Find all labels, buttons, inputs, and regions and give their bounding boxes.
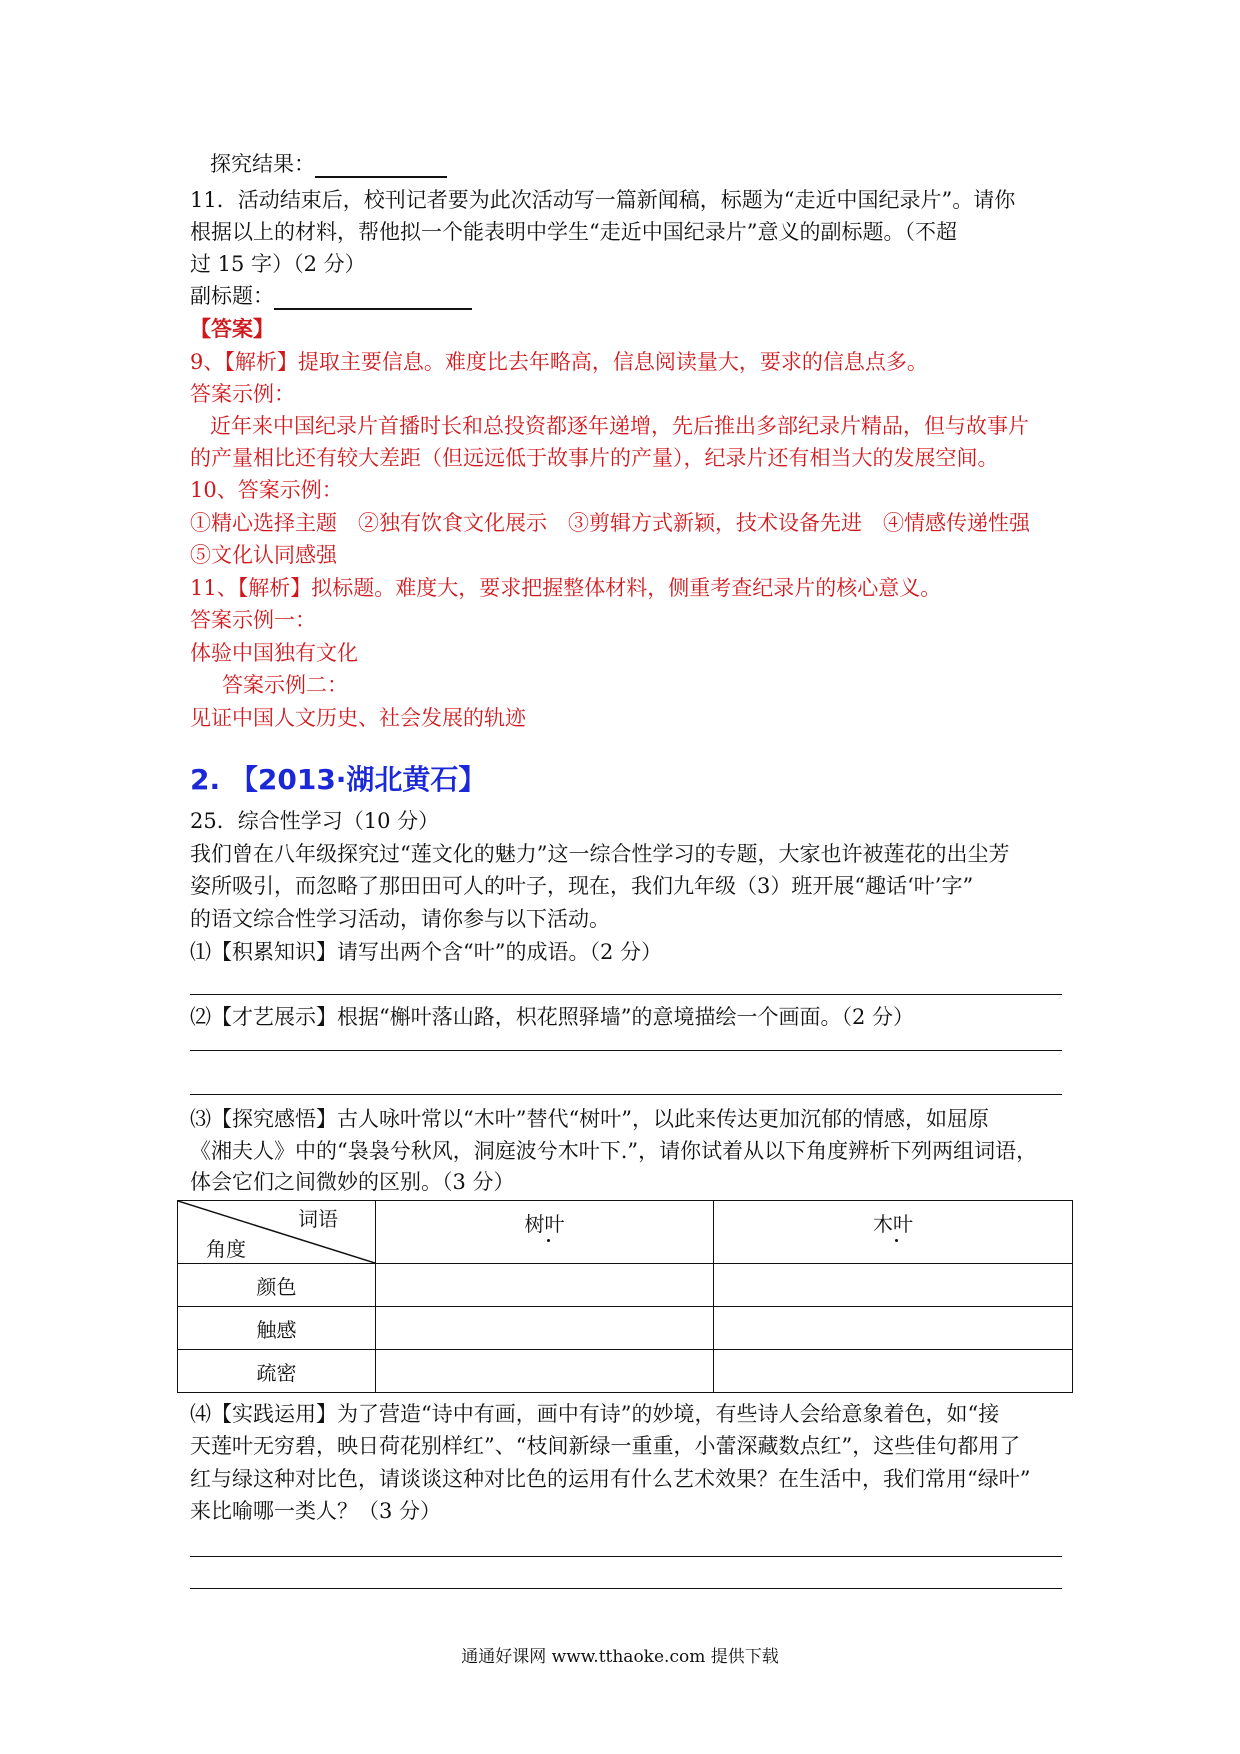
answer-line-3[interactable] [190,1094,1062,1095]
answer-9: 9、【解析】提取主要信息。难度比去年略高，信息阅读量大，要求的信息点多。 [190,350,928,374]
q25-part3-line1: ⑶【探究感悟】古人咏叶常以“木叶”替代“树叶”，以此来传达更加沉郁的情感，如屈原 [190,1107,989,1131]
q11-line1: 11．活动结束后，校刊记者要为此次活动写一篇新闻稿，标题为“走近中国纪录片”。请你 [190,188,1016,212]
column-header-shuye [376,1201,714,1264]
answer-11: 11、【解析】拟标题。难度大，要求把握整体材料，侧重考查纪录片的核心意义。 [190,576,942,600]
answer-11-ex2: 见证中国人文历史、社会发展的轨迹 [190,706,526,730]
answer-header: 【答案】 [190,316,274,341]
table-corner-cell [178,1201,376,1264]
q25-part4-line1: ⑷【实践运用】为了营造“诗中有画，画中有诗”的妙境，有些诗人会给意象着色，如“接 [190,1402,1000,1426]
answer-10-label: 10、答案示例： [190,478,343,502]
answer-line-5[interactable] [190,1588,1062,1589]
table-row [178,1264,1073,1307]
answer-10-line1: ①精心选择主题 ②独有饮食文化展示 ③剪辑方式新颖，技术设备先进 ④情感传递性强 [190,511,1030,535]
result-label: 探究结果： [210,152,315,176]
row-label-touch: 触感 [178,1307,376,1350]
q25-intro2: 姿所吸引，而忽略了那田田可人的叶子，现在，我们九年级（3）班开展“趣话‘叶’字” [190,874,974,898]
column-header-muye-label: 木叶 [873,1211,913,1236]
q25-part3-line2: 《湘夫人》中的“袅袅兮秋风，洞庭波兮木叶下.”，请你试着从以下角度辨析下列两组词语， [190,1139,1038,1163]
row-label-color: 颜色 [178,1264,376,1307]
emphasis-dot [547,1239,550,1242]
q25-title: 25．综合性学习（10 分） [190,809,440,833]
subtitle-label: 副标题： [190,284,274,308]
q25-part3-line3: 体会它们之间微妙的区别。（3 分） [190,1170,515,1194]
emphasis-dot [895,1239,898,1242]
answer-9-example-label: 答案示例： [190,382,295,406]
column-header-muye [714,1201,1073,1264]
answer-line-2[interactable] [190,1050,1062,1051]
answer-11-ex1: 体验中国独有文化 [190,641,358,665]
corner-label-words: 词语 [298,1207,338,1231]
q25-part4-line3: 红与绿这种对比色，请谈谈这种对比色的运用有什么艺术效果？在生活中，我们常用“绿叶” [190,1467,1031,1491]
answer-line-1[interactable] [190,994,1062,995]
answer-cell[interactable] [376,1350,714,1393]
table-row [178,1307,1073,1350]
page-footer: 通通好课网 www.tthaoke.com 提供下载 [461,1647,779,1667]
corner-label-angle: 角度 [206,1237,246,1261]
answer-cell[interactable] [376,1264,714,1307]
q25-part4-line2: 天莲叶无穷碧，映日荷花别样红”、“枝间新绿一重重，小蕾深藏数点红”，这些佳句都用了 [190,1434,1021,1458]
subtitle-blank[interactable] [274,286,472,310]
answer-9-example-line1: 近年来中国纪录片首播时长和总投资都逐年递增，先后推出多部纪录片精品，但与故事片 [210,414,1029,438]
section-heading: 2. 【2013·湖北黄石】 [190,763,487,796]
subtitle-line [190,282,472,310]
answer-cell[interactable] [714,1350,1073,1393]
q25-intro1: 我们曾在八年级探究过“莲文化的魅力”这一综合性学习的专题，大家也许被莲花的出尘芳 [190,842,1010,866]
q25-part4-line4: 来比喻哪一类人？（3 分） [190,1499,442,1523]
q11-line3: 过 15 字）（2 分） [190,252,366,276]
answer-11-ex2-label: 答案示例二： [222,673,348,697]
column-header-shuye-label: 树叶 [524,1211,565,1236]
q25-intro3: 的语文综合性学习活动，请你参与以下活动。 [190,907,610,931]
q25-part2: ⑵【才艺展示】根据“槲叶落山路，枳花照驿墙”的意境描绘一个画面。（2 分） [190,1005,915,1029]
answer-cell[interactable] [376,1307,714,1350]
result-blank[interactable] [315,154,447,178]
answer-line-4[interactable] [190,1556,1062,1557]
result-line [210,150,447,178]
answer-cell[interactable] [714,1264,1073,1307]
q25-part1: ⑴【积累知识】请写出两个含“叶”的成语。（2 分） [190,940,663,964]
answer-cell[interactable] [714,1307,1073,1350]
answer-9-example-line2: 的产量相比还有较大差距（但远远低于故事片的产量），纪录片还有相当大的发展空间。 [190,446,999,470]
row-label-density: 疏密 [178,1350,376,1393]
table-row [178,1350,1073,1393]
answer-11-ex1-label: 答案示例一： [190,608,316,632]
word-comparison-table [177,1200,1073,1393]
answer-10-line2: ⑤文化认同感强 [190,543,337,567]
q11-line2: 根据以上的材料，帮他拟一个能表明中学生“走近中国纪录片”意义的副标题。（不超 [190,220,957,244]
